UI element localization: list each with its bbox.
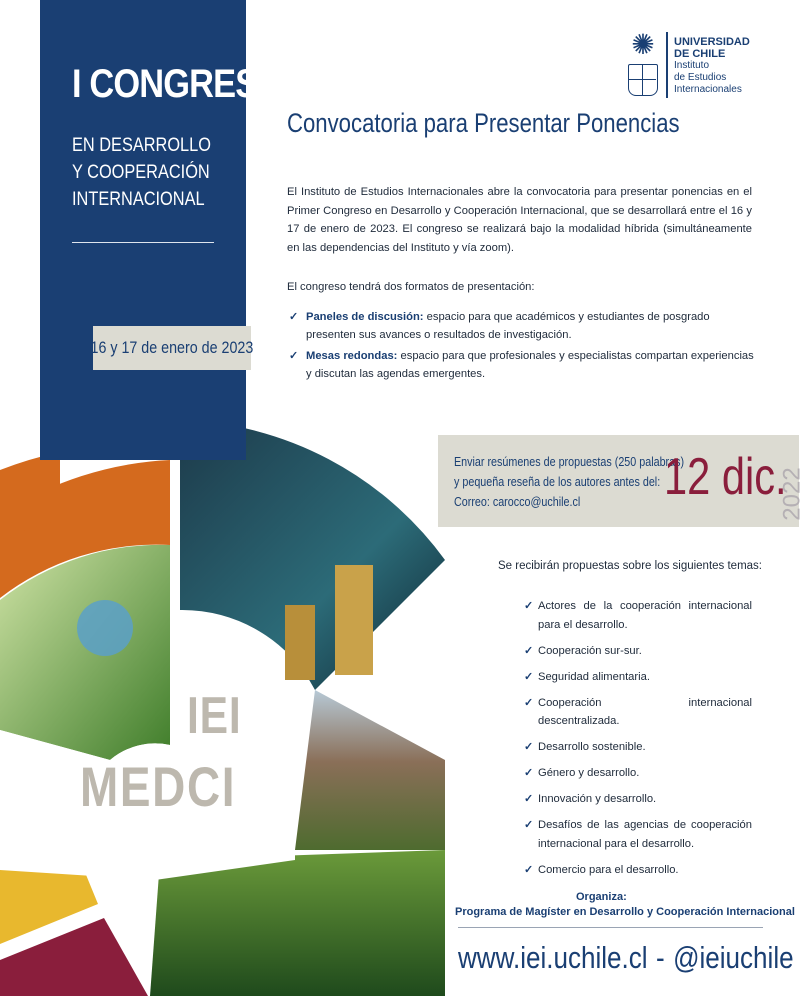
social-handle-link[interactable]: @ieiuchile xyxy=(673,940,794,975)
topics-list xyxy=(524,597,752,887)
checkmark-icon: ✓ xyxy=(524,767,534,779)
topic-text: Cooperación internacional descentralizada. xyxy=(538,696,752,727)
footer-divider xyxy=(458,927,763,928)
iei-watermark: IEI xyxy=(187,687,242,745)
event-title: I CONGRESO xyxy=(72,62,284,106)
formats-list xyxy=(289,309,759,387)
deadline-box xyxy=(438,435,806,527)
checkmark-icon: ✓ xyxy=(524,793,534,805)
globe-icon xyxy=(77,600,133,656)
event-subtitle-line2: Y COOPERACIÓN xyxy=(72,162,210,183)
shield-crest-icon xyxy=(628,64,658,96)
checkmark-icon: ✓ xyxy=(289,311,299,323)
topic-text: Desarrollo sostenible. xyxy=(538,741,646,753)
deadline-instructions xyxy=(454,452,684,512)
checkmark-icon: ✓ xyxy=(289,350,299,362)
checkmark-icon: ✓ xyxy=(524,863,534,876)
coin-stack xyxy=(335,565,373,675)
event-subtitle xyxy=(72,132,211,213)
list-item xyxy=(524,694,752,731)
topic-text: Desafíos de las agencias de cooperación internacional para el desarrollo. xyxy=(538,819,752,850)
footer-separator: - xyxy=(655,940,665,975)
list-item xyxy=(524,642,752,661)
organizer-label: Organiza: xyxy=(576,891,627,903)
topic-text: Género y desarrollo. xyxy=(538,767,640,779)
list-item xyxy=(524,816,752,853)
logo-line-5: Internacionales xyxy=(674,84,742,95)
logo-divider xyxy=(666,32,668,98)
sun-emblem-icon: ✺ xyxy=(631,29,655,60)
list-item xyxy=(289,309,759,344)
logo-line-2: DE CHILE xyxy=(674,48,726,60)
footer-contact xyxy=(458,940,794,976)
deadline-date: 12 dic. xyxy=(664,448,787,506)
format-text: espacio para que profesionales y especialistas compartan experiencias y discutan las agendas emergentes. xyxy=(306,350,754,380)
checkmark-icon: ✓ xyxy=(524,741,534,753)
topic-text: Actores de la cooperación internacional para el desarrollo. xyxy=(538,600,752,631)
formats-intro: El congreso tendrá dos formatos de presentación: xyxy=(287,281,535,293)
event-date: 16 y 17 de enero de 2023 xyxy=(90,338,254,357)
list-item xyxy=(524,597,752,634)
event-date-box xyxy=(90,326,254,370)
list-item xyxy=(524,738,752,757)
format-text: espacio para que académicos y estudiantes de posgrado presenten sus avances o resultados de investigación. xyxy=(306,311,710,341)
topics-intro: Se recibirán propuestas sobre los siguientes temas: xyxy=(498,560,763,572)
topic-text: Innovación y desarrollo. xyxy=(538,793,657,805)
list-item xyxy=(524,668,752,687)
checkmark-icon: ✓ xyxy=(524,696,534,709)
coin-stack-2 xyxy=(285,605,315,680)
format-label: Paneles de discusión: xyxy=(306,311,424,323)
logo-line-4: de Estudios xyxy=(674,72,727,83)
logo-line-1: UNIVERSIDAD xyxy=(674,36,750,48)
event-subtitle-line3: INTERNACIONAL xyxy=(72,189,205,210)
deadline-email[interactable]: Correo: carocco@uchile.cl xyxy=(454,495,581,509)
list-item xyxy=(524,790,752,809)
deadline-year: 2022 xyxy=(778,467,806,521)
intro-paragraph: El Instituto de Estudios Internacionales abre la convocatoria para presentar ponencias en el Primer Congreso en Desarrollo y Cooperación Internacional, que se desarrollará entre el 16 y 17 de enero de 2023. El congreso se realizará bajo la modalidad híbrida (simultáneamente en las dependencias del Instituto y vía zoom). xyxy=(287,186,752,254)
deadline-line-1: Enviar resúmenes de propuestas (250 palabras) xyxy=(454,455,685,469)
university-logo xyxy=(624,30,784,102)
website-link[interactable]: www.iei.uchile.cl xyxy=(458,940,648,975)
checkmark-icon: ✓ xyxy=(524,670,534,683)
photo-mountain-farmers xyxy=(295,690,445,850)
organizer-name: Programa de Magíster en Desarrollo y Cooperación Internacional xyxy=(455,906,795,918)
title-divider xyxy=(72,242,214,243)
format-label: Mesas redondas: xyxy=(306,350,398,362)
list-item xyxy=(524,764,752,783)
logo-line-3: Instituto xyxy=(674,60,710,71)
checkmark-icon: ✓ xyxy=(524,819,534,831)
topic-text: Cooperación sur-sur. xyxy=(538,644,642,657)
checkmark-icon: ✓ xyxy=(524,644,534,657)
topic-text: Comercio para el desarrollo. xyxy=(538,863,679,876)
page-heading: Convocatoria para Presentar Ponencias xyxy=(287,108,680,138)
event-subtitle-line1: EN DESARROLLO xyxy=(72,135,211,156)
deadline-line-2: y pequeña reseña de los autores antes del: xyxy=(454,475,661,489)
list-item xyxy=(524,861,752,880)
checkmark-icon: ✓ xyxy=(524,600,534,612)
medci-watermark: MEDCI xyxy=(80,755,237,818)
topic-text: Seguridad alimentaria. xyxy=(538,670,650,683)
logo-text xyxy=(674,36,750,96)
list-item xyxy=(289,348,759,383)
